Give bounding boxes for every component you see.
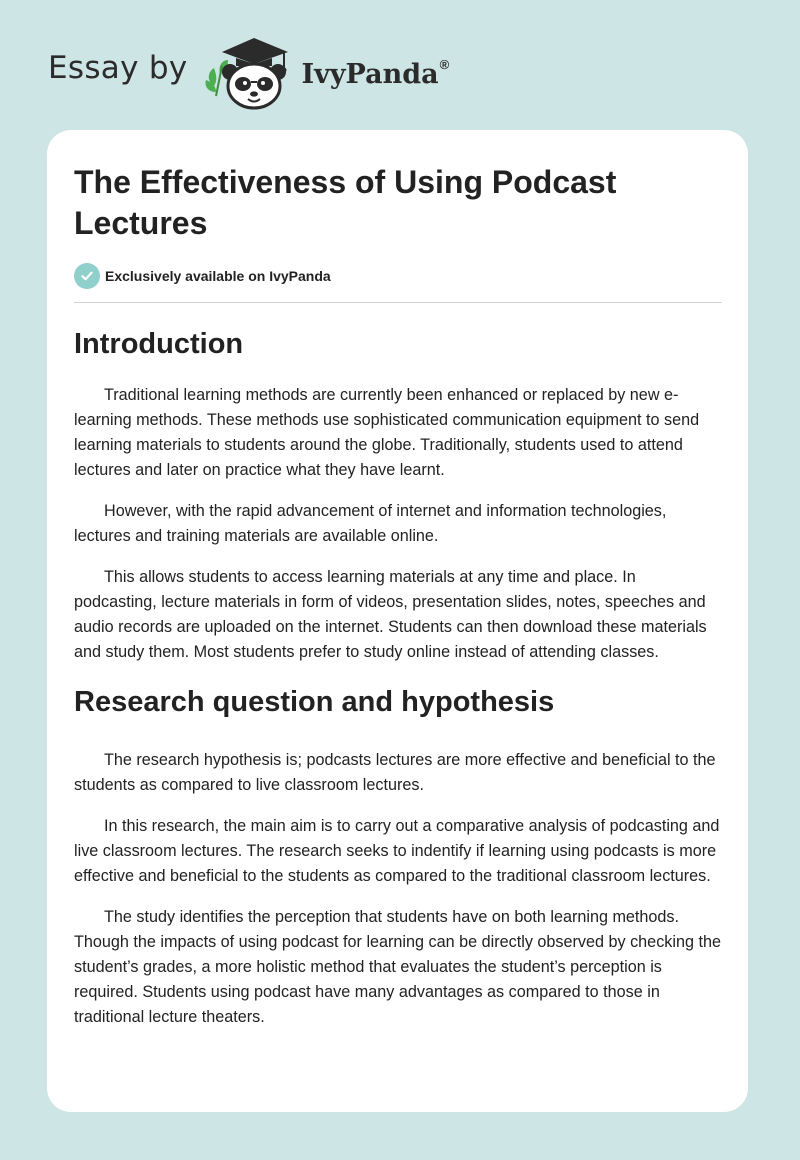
essay-card [47, 130, 748, 1112]
paragraph: Traditional learning methods are currently been enhanced or replaced by new e-learning methods. These methods use sophisticated communication equipment to send learning materials to students around the globe. Traditionally, students used to attend lectures and later on practice what they have learnt. [74, 386, 700, 479]
section-research-question [74, 684, 722, 1030]
section-heading: Research question and hypothesis [74, 686, 555, 718]
essay-title: The Effectiveness of Using Podcast Lectures [74, 164, 617, 241]
site-header [48, 34, 449, 110]
checkmark-icon [74, 263, 100, 289]
exclusive-label: Exclusively available on IvyPanda [105, 268, 331, 284]
paragraph: The study identifies the perception that students have on both learning methods. Though the impacts of using podcast for learning can be directly observed by checking the student’s grades, a more holistic method that evaluates the student’s perception is required. Students using podcast have many advantages as compared to those in traditional lecture theaters. [74, 908, 721, 1026]
registered-mark: ® [439, 56, 450, 72]
panda-logo-icon[interactable] [202, 34, 294, 110]
brand-name: IvyPanda [301, 58, 439, 90]
paragraph: This allows students to access learning materials at any time and place. In podcasting, lecture materials in form of videos, presentation slides, notes, speeches and audio records are uploaded on the internet. Students can then download these materials and study them. Most students prefer to study online instead of attending classes. [74, 568, 707, 661]
ivypanda-brand[interactable] [302, 57, 450, 90]
paragraph: The research hypothesis is; podcasts lectures are more effective and beneficial to the students as compared to live classroom lectures. [74, 751, 716, 794]
paragraph: However, with the rapid advancement of internet and information technologies, lectures and training materials are available online. [74, 502, 667, 545]
paragraph: In this research, the main aim is to carry out a comparative analysis of podcasting and live classroom lectures. The research seeks to indentify if learning using podcasts is more effective and beneficial to the students as compared to the traditional classroom lectures. [74, 817, 720, 885]
exclusive-badge [74, 262, 722, 290]
divider [74, 302, 722, 303]
section-introduction [74, 326, 722, 665]
essay-by-label: Essay by [48, 50, 188, 86]
section-heading: Introduction [74, 328, 244, 360]
